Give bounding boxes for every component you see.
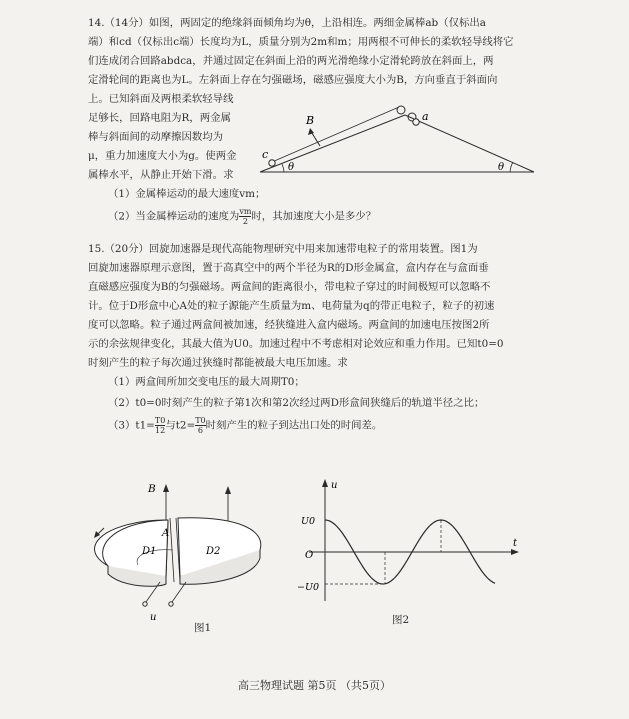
q15-sub3-c: 时刻产生的粒子到达出口处的时间差。: [205, 419, 383, 432]
bar-cd: [269, 160, 275, 166]
q15-text: [88, 240, 528, 373]
frac-den: 6: [197, 426, 203, 435]
label-a-source: A: [162, 528, 170, 539]
frac-num: T0: [154, 416, 166, 425]
q14-line: 上。已知斜面及两根柔软轻导线: [88, 93, 234, 105]
q15-sub3-line: [108, 416, 548, 436]
frac-den: 12: [155, 426, 166, 435]
q14-sub2-post: 时，其加速度大小是多少？: [251, 210, 377, 223]
q15-line: 15.（20分）回旋加速器是现代高能物理研究中用来加速带电粒子的常用装置。图1为: [88, 243, 478, 255]
b-arrow-head: [308, 128, 314, 135]
q14-line: 定滑轮间的距离也为L。左斜面上存在匀强磁场，磁感应强度大小为B，方向垂直于斜面向: [88, 74, 498, 86]
q14-line: 端）和cd（仅标出c端）长度均为L，质量分别为2m和m；用两根不可伸长的柔软轻导线将它: [88, 36, 514, 48]
q14-line: μ，重力加速度大小为g。使两金: [88, 150, 237, 162]
q15-line: 时刻产生的粒子每次通过狭缝时都能被最大电压加速。求: [88, 357, 348, 369]
q14-line: 足够长，回路电阻为R，两金属: [88, 112, 231, 124]
label-u0: U0: [301, 516, 316, 527]
angle-arc-left: [282, 164, 284, 172]
label-neg-u0: −U0: [297, 582, 320, 593]
wire-2: [172, 582, 186, 602]
q14-sub2: [88, 207, 548, 227]
label-d1: D1: [142, 546, 157, 557]
q14-text: [88, 14, 528, 90]
axis-u-arrow: [322, 479, 328, 487]
frac-t0-12: [155, 416, 165, 435]
q14-sub1: [88, 185, 548, 204]
terminal-2: [169, 602, 173, 606]
q15-line: 直磁感应强度为B的匀强磁场。两盒间的距离很小，带电粒子穿过的时间极短可以忽略不: [88, 281, 491, 293]
theta-right: θ: [498, 162, 505, 173]
q15-sub3-a: （3）t1=: [108, 419, 155, 432]
q14-line: 们连成闭合回路abdca，并通过固定在斜面上沿的两光滑绝缘小定滑轮跨放在斜面上，两: [88, 55, 494, 67]
q15-sub3: [88, 416, 548, 436]
wire-left: [272, 107, 399, 162]
q14-sub2-line: [108, 207, 548, 227]
exit-arrow-head: [94, 531, 100, 538]
left-incline: [260, 115, 405, 172]
q15-line: 度可以忽略。粒子通过两盒间被加速，经狭缝进入盒内磁场。两盒间的加速电压按图2所: [88, 319, 490, 331]
axis-t-arrow: [511, 549, 519, 555]
q15-line: 回旋加速器原理示意图，置于高真空中的两个半径为R的D形金属盒，盒内存在与盒面垂: [88, 262, 489, 274]
q14-incline-figure: [258, 100, 538, 182]
label-d2: D2: [206, 546, 221, 557]
label-c: c: [262, 148, 269, 161]
fig2-caption: 图2: [392, 614, 410, 626]
q14-sub1-text: （1）金属棒运动的最大速度vm；: [108, 188, 266, 200]
label-t: t: [513, 538, 518, 549]
angle-arc-right: [510, 162, 513, 172]
terminal-1: [143, 602, 147, 606]
q15-sub2-text: （2）t0=0时刻产生的粒子第1次和第2次经过两D形盒间狭缝后的轨道半径之比；: [108, 397, 485, 409]
frac-num: T0: [195, 416, 206, 425]
fig2-voltage-graph: [295, 476, 525, 606]
frac-t0-6: [195, 416, 205, 435]
label-origin: O: [305, 550, 314, 561]
q15-sub2: [88, 394, 548, 413]
fig1-cyclotron: [88, 470, 288, 630]
label-a: a: [422, 110, 429, 123]
frac-vm-2: [239, 207, 251, 226]
label-b: B: [148, 483, 156, 495]
right-incline: [405, 115, 534, 172]
q15-sub1: [88, 373, 548, 392]
bar-ab: [413, 119, 419, 125]
q14-line: 14.（14分）如图，两固定的绝缘斜面倾角均为θ，上沿相连。两细金属棒ab（仅标出a: [88, 17, 486, 29]
frac-den: 2: [242, 217, 248, 226]
label-u: u: [331, 480, 338, 491]
q15-sub3-b: 与t2=: [165, 419, 196, 432]
page-footer: 高三物理试题 第5页 （共5页）: [238, 679, 391, 692]
q15-sub1-text: （1）两盒间所加交变电压的最大周期T0；: [108, 376, 305, 388]
label-b: B: [306, 114, 315, 127]
label-u: u: [150, 612, 157, 623]
b-field-arrow-1: [163, 484, 169, 492]
b-field-arrow-2: [225, 486, 231, 494]
q15-line: 示的余弦规律变化，其最大值为U0。加速过程中不考虑相对论效应和重力作用。已知t0=0: [88, 338, 504, 350]
q14-line: 属棒水平，从静止开始下滑。求: [88, 169, 234, 181]
fig1-caption: 图1: [194, 622, 212, 634]
frac-num: vm: [239, 207, 252, 216]
q14-line: 棒与斜面间的动摩擦因数均为: [88, 131, 224, 143]
q15-line: 计。位于D形盒中心A处的粒子源能产生质量为m、电荷量为q的带正电粒子，粒子的初速: [88, 300, 495, 312]
q14-sub2-pre: （2）当金属棒运动的速度为: [108, 210, 240, 223]
theta-left: θ: [288, 162, 295, 173]
